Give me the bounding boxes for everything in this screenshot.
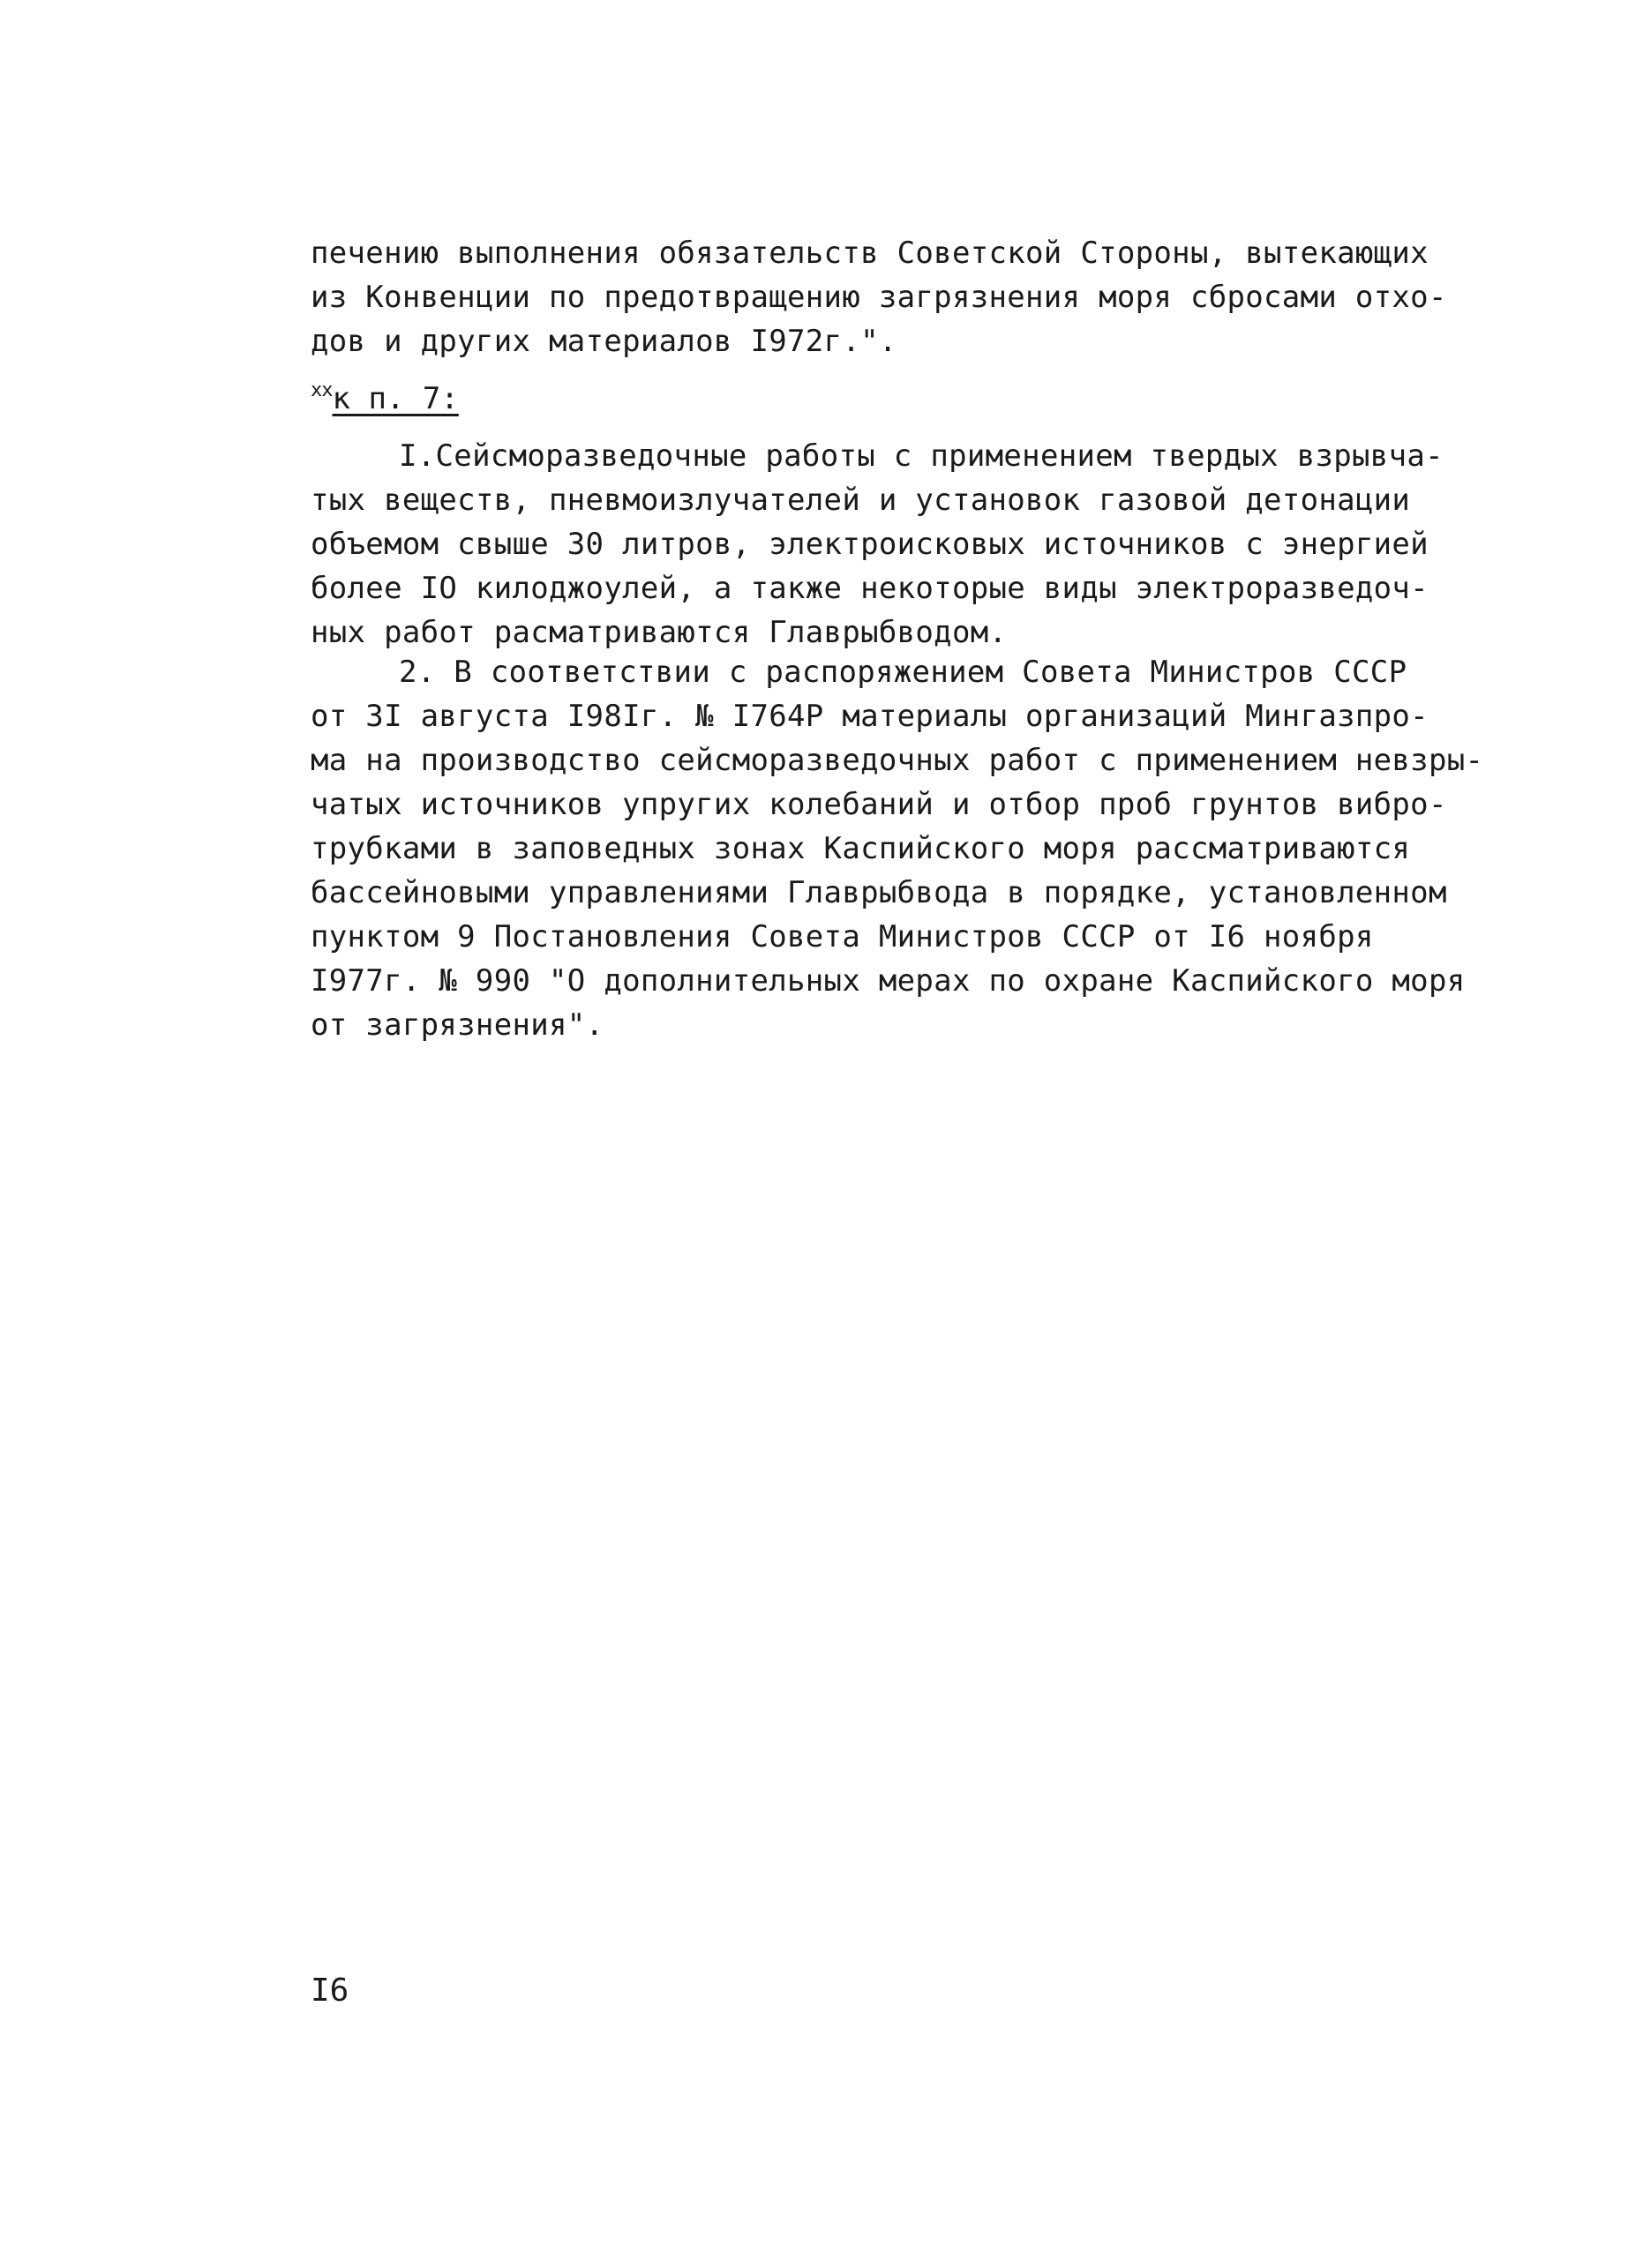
text-line: из Конвенции по предотвращению загрязнения моря сбросами отхо- <box>311 280 1447 315</box>
text-line: I.Сейсморазведочные работы с применением твердых взрывча- <box>399 438 1444 474</box>
text-line: печению выполнения обязательств Советской Стороны, вытекающих <box>311 236 1429 271</box>
paragraph-2 <box>311 650 1484 1047</box>
text-line: ма на производство сейсморазведочных работ с применением невзры- <box>311 743 1484 778</box>
section-reference-text: к п. 7: <box>332 381 459 416</box>
section-reference <box>311 369 459 421</box>
text-line: от 3I августа I98Iг. № I764Р материалы организаций Мингазпро- <box>311 699 1429 734</box>
text-line: трубками в заповедных зонах Каспийского моря рассматриваются <box>311 831 1411 866</box>
text-line: дов и других материалов I972г.". <box>311 324 897 359</box>
text-line: более IO килоджоулей, а также некоторые виды электроразведоч- <box>311 571 1429 606</box>
text-line: чатых источников упругих колебаний и отбор проб грунтов вибро- <box>311 787 1447 822</box>
footnote-mark: xx <box>311 379 333 401</box>
page-number: I6 <box>311 1972 349 2009</box>
text-line: от загрязнения". <box>311 1007 604 1043</box>
text-line: объемом свыше 30 литров, электроисковых источников с энергией <box>311 527 1429 562</box>
text-line: 2. В соответствии с распоряжением Совета Министров СССР <box>399 655 1407 690</box>
text-line: ных работ расматриваются Главрыбводом. <box>311 615 1008 650</box>
text-line: бассейновыми управлениями Главрыбвода в порядке, установленном <box>311 875 1447 910</box>
text-line: пунктом 9 Постановления Совета Министров СССР от I6 ноября <box>311 919 1374 954</box>
paragraph-1 <box>311 434 1467 655</box>
text-line: тых веществ, пневмоизлучателей и установок газовой детонации <box>311 483 1411 518</box>
continuation-text <box>311 231 1467 363</box>
text-line: I977г. № 990 "О дополнительных мерах по охране Каспийского моря <box>311 963 1466 999</box>
